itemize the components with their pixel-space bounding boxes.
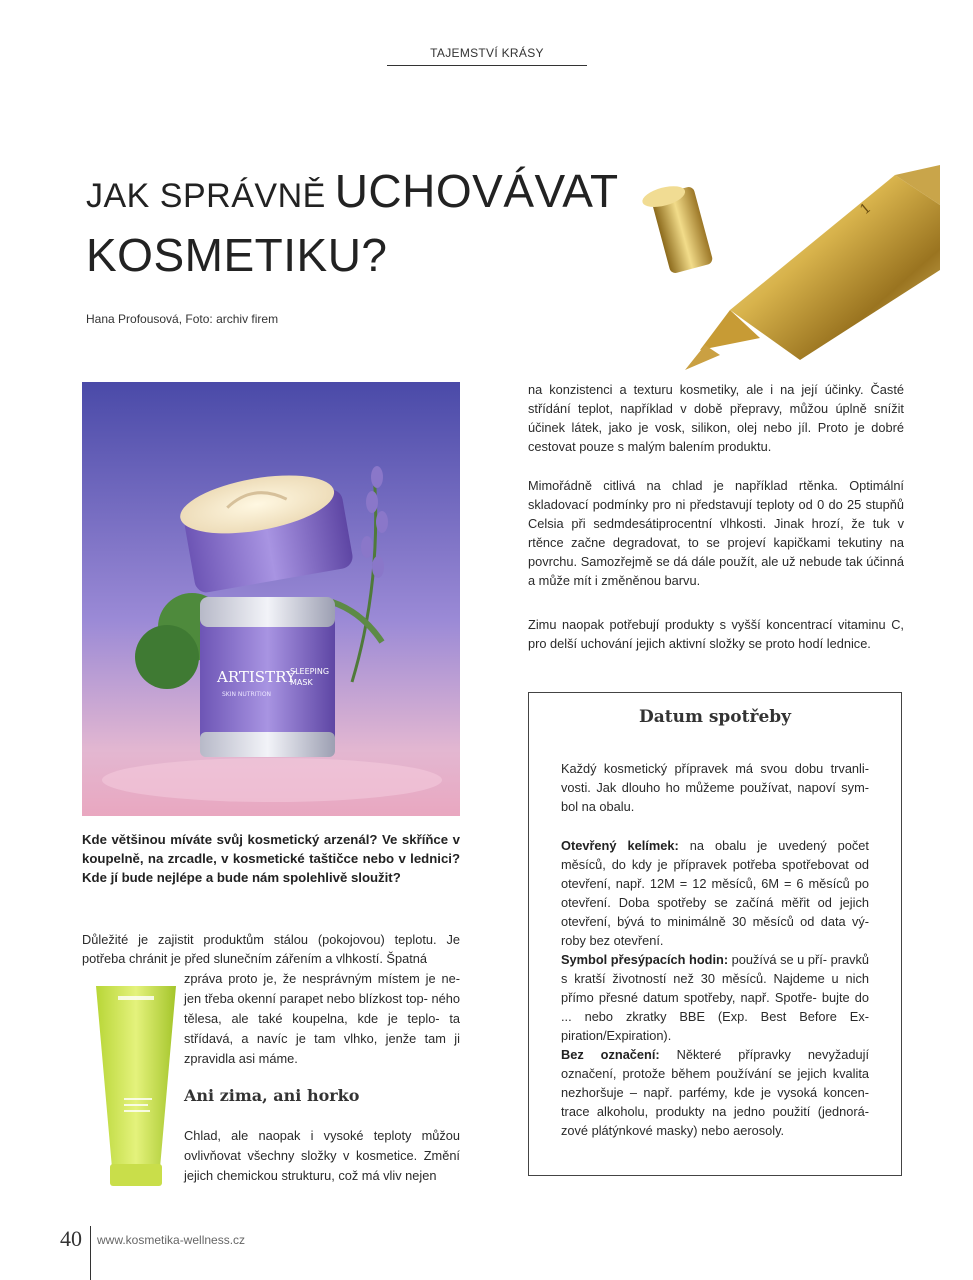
box-item-no-label-text: Některé přípravky nevyžadují označení, protože během používání se jejich kvalita nezhoršuje – např. parfémy, kde je vysoká koncen- trace alkoholu, produkty na jedno použití (jednorá- zové plátýnkové masky) nebo aerosoly. — [561, 1047, 869, 1138]
box-item-hourglass-label: Symbol přesýpacích hodin: — [561, 952, 729, 967]
sleeping-mask-hero-image — [82, 382, 460, 816]
box-item-open-jar-label: Otevřený kelímek: — [561, 838, 679, 853]
lead-paragraph: Kde většinou míváte svůj kosmetický arzenál? Ve skříňce v koupelně, na zrcadle, v kosmetické taštičce nebo v lednici? Kde jí bude nejlépe a bude nám spolehlivě sloužit? — [82, 832, 460, 885]
svg-text:1: 1 — [857, 200, 875, 219]
footer-divider — [90, 1226, 91, 1280]
right-paragraph-2: Mimořádně citlivá na chlad je například rtěnka. Optimální skladovací podmínky pro ni představují teploty od 0 do 25 stupňů Celsia při sedmdesátiprocentní vlhkosti. Jinak hrozí, že tuk v rtěnce začne degradovat, to se projeví kapičkami tekutiny na povrchu. Samozřejmě se dá dále použít, ale už nebude tak účinná a může mít i změněnou barvu. — [528, 478, 904, 588]
jar-line-label: SKIN NUTRITION — [222, 691, 272, 698]
box-item-open-jar — [561, 836, 869, 950]
jar-brand-label: ARTISTRY — [217, 668, 296, 686]
box-intro: Každý kosmetický přípravek má svou dobu trvanli- vosti. Jak dlouho ho můžeme používat, napoví sym- bol na obalu. — [561, 761, 869, 814]
body-paragraph-2: Chlad, ale naopak i vysoké teploty můžou ovlivňovat všechny složky v kosmetice. Změní jejich chemickou strukturu, což má vliv nejen — [184, 1128, 460, 1183]
title-part-2: UCHOVÁVAT — [334, 165, 619, 217]
box-item-open-jar-text: na obalu je uvedený počet měsíců, do kdy je přípravek potřeba spotřebovat od otevření, např. 12M = 12 měsíců, 6M = 6 měsíců po otevření. Doba spotřeby se začíná měřit od jejich otevření, bývá to minimálně 30 měsíců od data vý- roby bez otevření. — [561, 838, 869, 948]
gold-tube-product-image — [640, 160, 940, 380]
body-paragraph-1-continued: zpráva proto je, že nesprávným místem je ne- jen třeba okenní parapet nebo blízkost top- ného tělesa, ale také koupelna, kde je teplo- ta střídavá, a navíc je tam vlhko, jenže tam ji zpravidla asi máme. — [184, 971, 460, 1066]
page-number: 40 — [60, 1226, 82, 1251]
box-item-hourglass-text: používá se u pří- pravků s kratší životností než 30 měsíců. Najdeme u nich přímo přesné datum spotřeby, např. Spotře- bujte do ... nebo zkratky BBE (Exp. Best Before Ex- piration/Expiration). — [561, 952, 869, 1043]
box-item-hourglass — [561, 950, 869, 1045]
article-title — [86, 165, 619, 296]
box-item-no-label — [561, 1045, 869, 1140]
right-paragraph-3: Zimu naopak potřebují produkty s vyšší koncentrací vitaminu C, pro delší uchování jejich aktivní složky se proto hodí lednice. — [528, 617, 904, 651]
right-paragraph-1: na konzistenci a texturu kosmetiky, ale i na její účinky. Časté střídání teplot, například v době přepravy, můžou úplně snížit účinek látek, jako je vosk, silikon, olej nebo jíl. Proto je dobré cestovat pouze s malým balením produktu. — [528, 382, 904, 454]
subheading: Ani zima, ani horko — [184, 1086, 360, 1105]
title-line-2: KOSMETIKU? — [86, 229, 388, 281]
jar-name-label-2: MASK — [290, 678, 313, 687]
expiry-info-box — [528, 692, 902, 1176]
jar-name-label-1: SLEEPING — [290, 667, 330, 676]
title-part-1: JAK SPRÁVNĚ — [86, 177, 326, 215]
green-tube-product-image — [88, 978, 182, 1194]
section-label: TAJEMSTVÍ KRÁSY — [387, 46, 587, 66]
body-paragraph-1: Důležité je zajistit produktům stálou (pokojovou) teplotu. Je potřeba chránit je před slunečním zářením a vlhkostí. Špatná — [82, 932, 460, 966]
box-title: Datum spotřeby — [638, 707, 792, 727]
footer-url: www.kosmetika-wellness.cz — [97, 1233, 246, 1247]
box-item-no-label-label: Bez označení: — [561, 1047, 660, 1062]
byline: Hana Profousová, Foto: archiv firem — [86, 312, 279, 326]
